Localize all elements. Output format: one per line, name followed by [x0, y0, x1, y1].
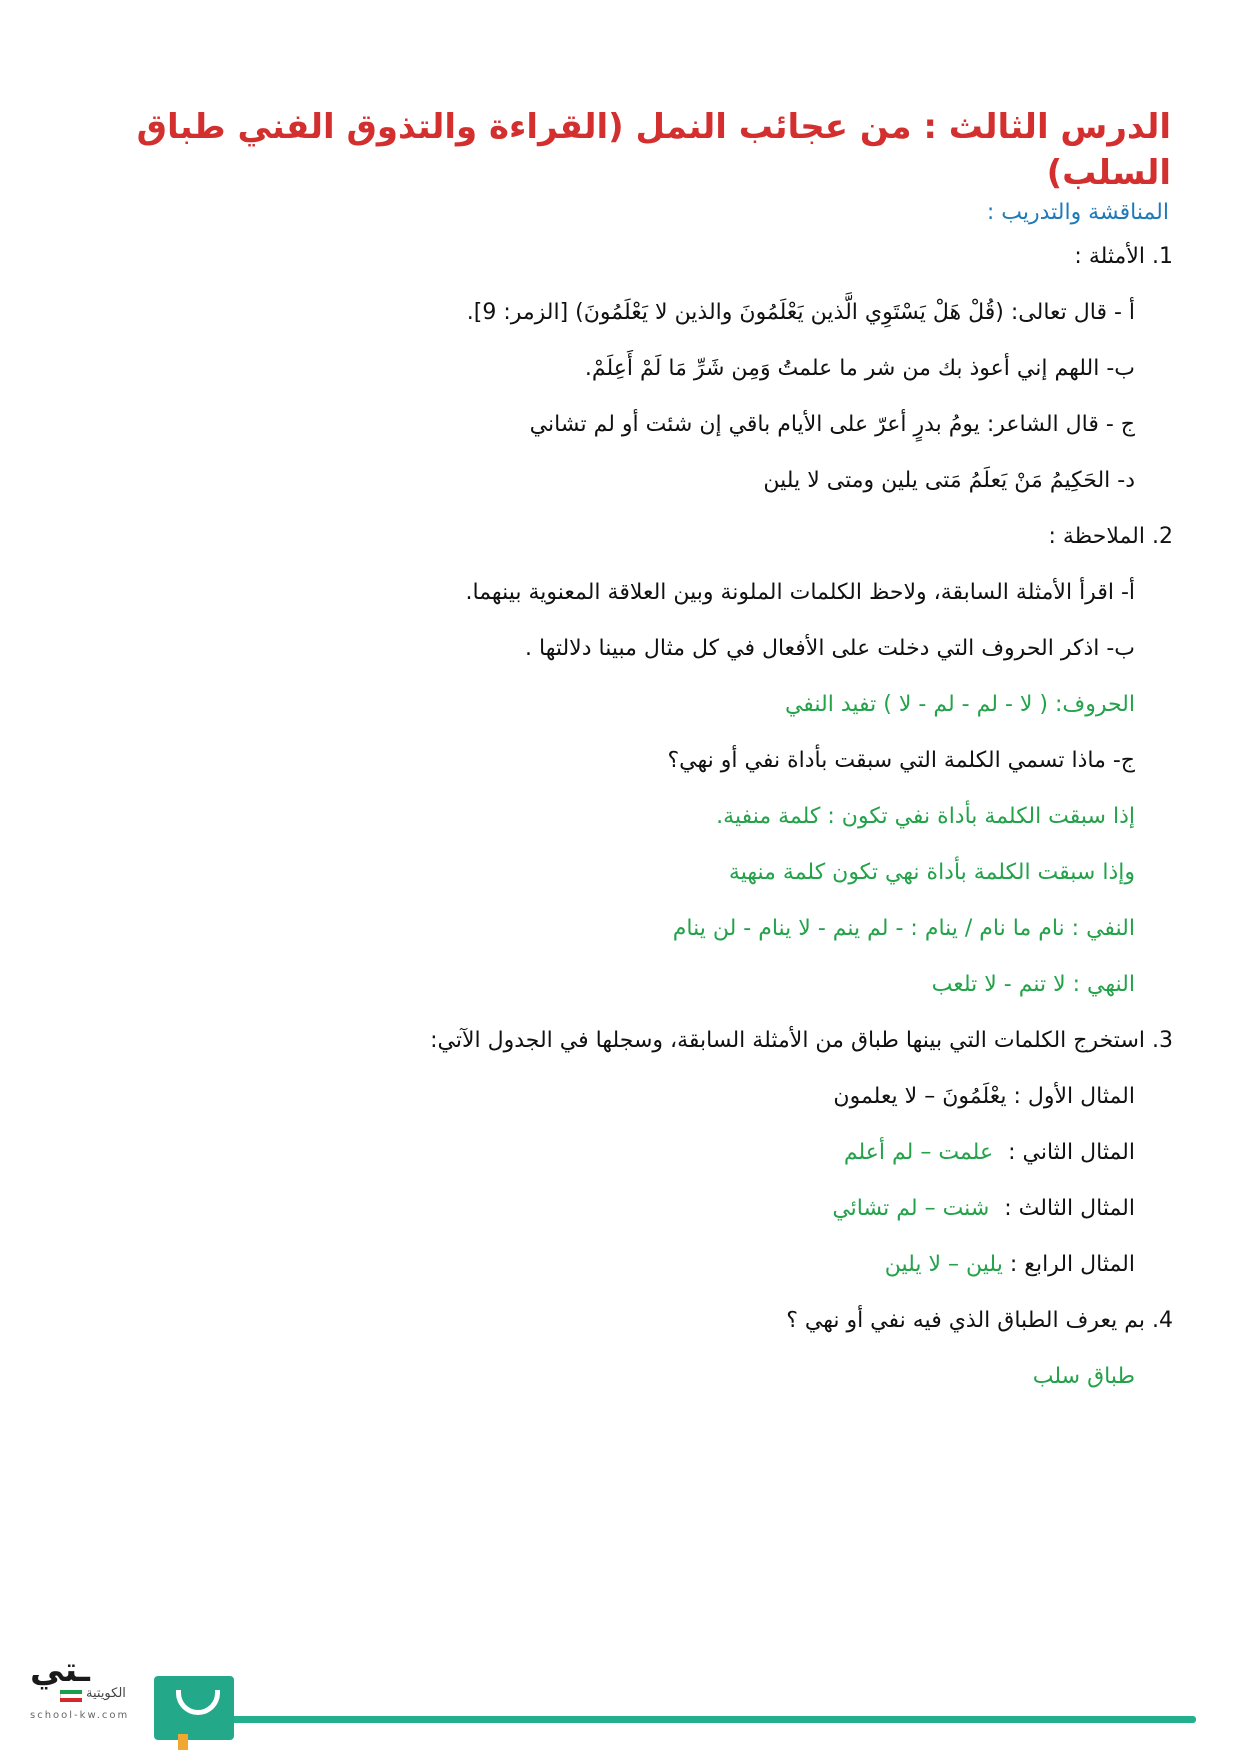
- q2-heading: [1048, 522, 1173, 552]
- q3-ex3-value: شنت – لم تشائي: [832, 1196, 990, 1221]
- q3-example-3: [832, 1194, 1135, 1224]
- q3-ex1-value: يعْلَمُونَ – لا يعلمون: [833, 1084, 1007, 1109]
- q3-ex2-label: المثال الثاني :: [1008, 1140, 1135, 1165]
- footer-rule: [226, 1716, 1196, 1723]
- q3-ex4-label: المثال الرابع :: [1009, 1252, 1135, 1277]
- q3-heading: [430, 1026, 1173, 1056]
- q2-item-c: ج- ماذا تسمي الكلمة التي سبقت بأداة نفي أو نهي؟: [667, 748, 1135, 773]
- q3-label: استخرج الكلمات التي بينها طباق من الأمثلة السابقة، وسجلها في الجدول الآتي:: [430, 1028, 1145, 1053]
- q1-example-a: أ - قال تعالى: (قُلْ هَلْ يَسْتَوِي الَّذين يَعْلَمُونَ والذين لا يَعْلَمُونَ) [الزمر: 9].: [466, 300, 1135, 325]
- q1-example-b: ب- اللهم إني أعوذ بك من شر ما علمتُ وَمِن شَرِّ مَا لَمْ أَعِلَمْ.: [584, 356, 1135, 381]
- section-heading: المناقشة والتدريب :: [986, 200, 1169, 225]
- q2-answer-c4: النهي : لا تنم - لا تلعب: [931, 972, 1135, 997]
- q3-example-2: [844, 1138, 1135, 1168]
- q2-label: الملاحظة :: [1048, 524, 1145, 549]
- logo-book-icon: [154, 1676, 234, 1740]
- logo-url: school-kw.com: [30, 1710, 130, 1721]
- logo-word: ـتي: [30, 1650, 90, 1690]
- q2-number: 2.: [1152, 524, 1173, 549]
- q2-item-a: أ- اقرأ الأمثلة السابقة، ولاحظ الكلمات الملونة وبين العلاقة المعنوية بينهما.: [465, 580, 1135, 605]
- q3-ex2-value: علمت – لم أعلم: [843, 1140, 994, 1165]
- q2-answer-b: الحروف: ( لا - لم - لم - لا ) تفيد النفي: [784, 692, 1135, 717]
- q3-ex1-label: المثال الأول :: [1013, 1084, 1135, 1109]
- school-logo: [22, 1650, 222, 1750]
- logo-subtitle: الكويتية: [86, 1686, 126, 1701]
- kuwait-flag-icon: [60, 1690, 82, 1702]
- q4-number: 4.: [1152, 1308, 1173, 1333]
- q3-number: 3.: [1152, 1028, 1173, 1053]
- q1-label: الأمثلة :: [1074, 244, 1145, 269]
- page-title: الدرس الثالث : من عجائب النمل (القراءة والتذوق الفني طباق السلب): [136, 107, 1171, 193]
- q3-ex3-label: المثال الثالث :: [1004, 1196, 1135, 1221]
- q3-ex4-value: يلين – لا يلين: [884, 1252, 1003, 1277]
- q1-example-d: د- الحَكِيمُ مَنْ يَعلَمُ مَتى يلين ومتى لا يلين: [763, 468, 1135, 493]
- q3-example-4: [885, 1250, 1135, 1280]
- q1-example-c: ج - قال الشاعر: يومُ بدرٍ أعرّ على الأيام باقي إن شئت أو لم تشاني: [529, 412, 1135, 437]
- logo-bookmark-icon: [178, 1734, 188, 1750]
- q1-number: 1.: [1152, 244, 1173, 269]
- q2-answer-c3: النفي : نام ما نام / ينام : - لم ينم - لا ينام - لن ينام: [672, 916, 1135, 941]
- q2-item-b: ب- اذكر الحروف التي دخلت على الأفعال في كل مثال مبينا دلالتها .: [525, 636, 1135, 661]
- q1-heading: [1074, 242, 1173, 272]
- q4-heading: [786, 1306, 1173, 1336]
- q2-answer-c1: إذا سبقت الكلمة بأداة نفي تكون : كلمة منفية.: [716, 804, 1135, 829]
- q3-example-1: [833, 1082, 1135, 1112]
- q2-answer-c2: وإذا سبقت الكلمة بأداة نهي تكون كلمة منهية: [728, 860, 1135, 885]
- q4-label: بم يعرف الطباق الذي فيه نفي أو نهي ؟: [786, 1308, 1145, 1333]
- q4-answer: طباق سلب: [1032, 1364, 1135, 1389]
